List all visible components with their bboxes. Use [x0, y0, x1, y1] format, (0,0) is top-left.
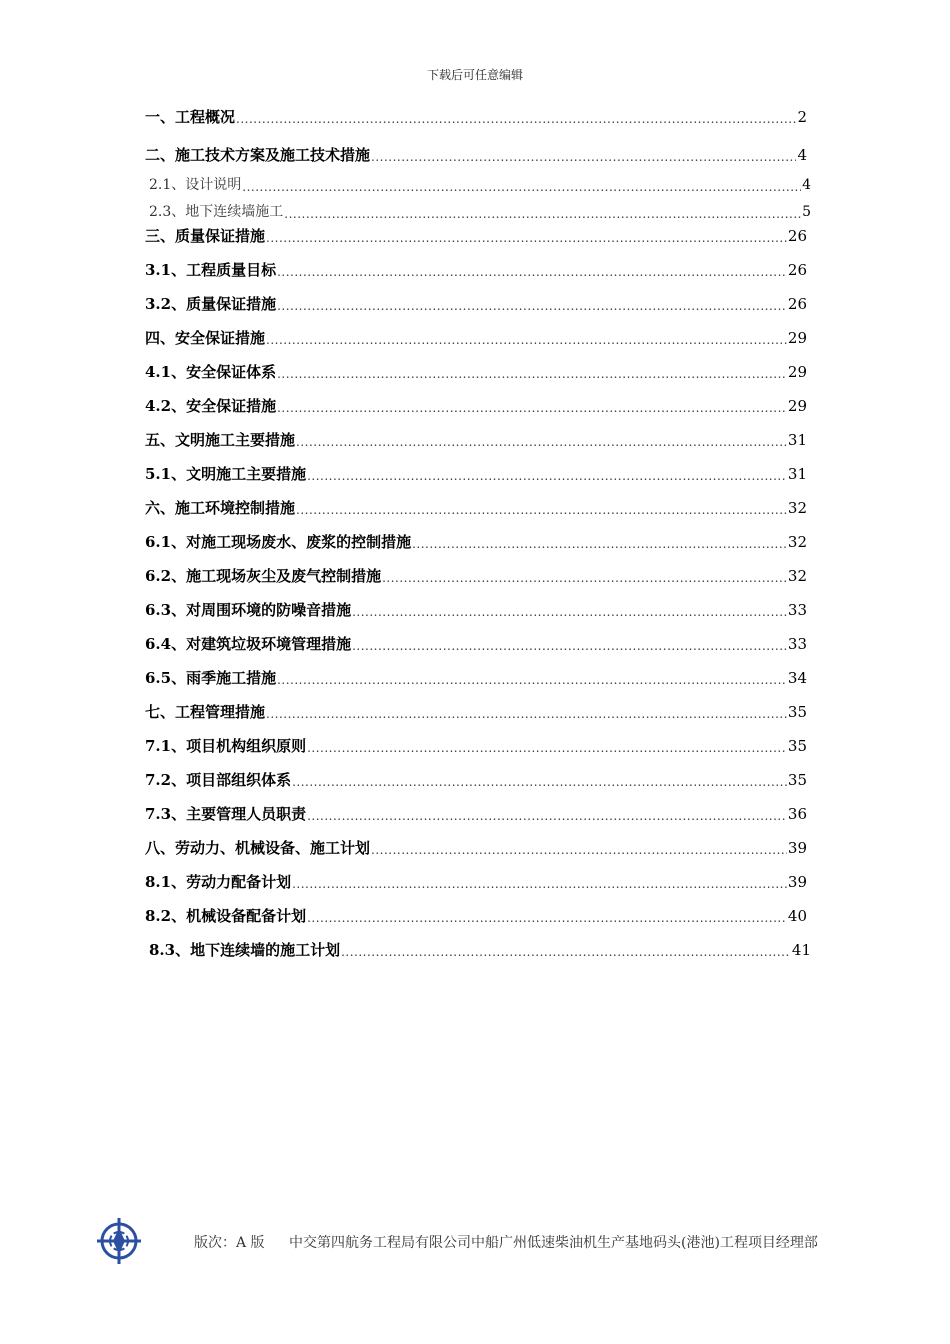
toc-entry-page-number: 41 [791, 941, 811, 959]
toc-entry[interactable] [145, 291, 807, 313]
toc-entry-label: 四、安全保证措施 [145, 329, 266, 347]
toc-leader-dots [277, 299, 787, 313]
toc-leader-dots [296, 435, 787, 449]
toc-leader-dots [382, 571, 787, 585]
toc-entry-page-number: 32 [787, 533, 807, 551]
toc-leader-dots [236, 112, 796, 126]
toc-entry[interactable] [145, 142, 807, 164]
toc-entry-label: 五、文明施工主要措施 [145, 431, 296, 449]
toc-entry[interactable] [145, 733, 807, 755]
toc-entry-page-number: 35 [787, 737, 807, 755]
toc-entry-page-number: 26 [787, 261, 807, 279]
toc-leader-dots [352, 605, 787, 619]
toc-entry-label: 二、施工技术方案及施工技术措施 [145, 146, 371, 164]
toc-entry[interactable] [145, 199, 811, 221]
toc-leader-dots [307, 741, 787, 755]
toc-entry-label: 6.3、对周围环境的防噪音措施 [145, 601, 352, 619]
toc-entry[interactable] [145, 461, 807, 483]
toc-entry-label: 3.1、工程质量目标 [145, 261, 277, 279]
toc-entry-label: 七、工程管理措施 [145, 703, 266, 721]
company-logo-icon [96, 1216, 142, 1266]
toc-entry[interactable] [145, 393, 807, 415]
toc-entry[interactable] [145, 495, 807, 517]
toc-entry-page-number: 35 [787, 703, 807, 721]
toc-entry-label: 6.4、对建筑垃圾环境管理措施 [145, 635, 352, 653]
toc-entry-label: 6.2、施工现场灰尘及废气控制措施 [145, 567, 382, 585]
toc-entry[interactable] [145, 665, 807, 687]
toc-entry-page-number: 35 [787, 771, 807, 789]
toc-entry[interactable] [145, 631, 807, 653]
toc-leader-dots [352, 639, 787, 653]
toc-entry-page-number: 29 [787, 363, 807, 381]
document-version: 版次：A 版 [194, 1235, 265, 1251]
toc-entry-page-number: 26 [787, 295, 807, 313]
toc-entry-page-number: 40 [787, 907, 807, 925]
organization-name: 中交第四航务工程局有限公司中船广州低速柴油机生产基地码头(港池)工程项目经理部 [289, 1235, 818, 1251]
toc-entry-label: 3.2、质量保证措施 [145, 295, 277, 313]
toc-entry[interactable] [145, 257, 807, 279]
toc-entry-page-number: 4 [797, 146, 807, 164]
toc-leader-dots [371, 843, 787, 857]
header-note: 下载后可任意编辑 [426, 68, 523, 82]
toc-entry-label: 7.3、主要管理人员职责 [145, 805, 307, 823]
toc-entry-label: 7.2、项目部组织体系 [145, 771, 292, 789]
toc-leader-dots [266, 707, 787, 721]
toc-entry-label: 6.5、雨季施工措施 [145, 669, 277, 687]
toc-entry-page-number: 32 [787, 567, 807, 585]
toc-entry[interactable] [145, 325, 807, 347]
toc-entry-page-number: 33 [787, 601, 807, 619]
toc-entry-page-number: 31 [787, 431, 807, 449]
toc-entry[interactable] [145, 223, 807, 245]
toc-entry-page-number: 29 [787, 329, 807, 347]
toc-entry-label: 2.3、地下连续墙施工 [149, 204, 284, 220]
toc-leader-dots [371, 150, 796, 164]
toc-entry[interactable] [145, 767, 807, 789]
toc-leader-dots [307, 911, 787, 925]
toc-entry-page-number: 31 [787, 465, 807, 483]
toc-entry-page-number: 4 [802, 177, 811, 193]
toc-entry-page-number: 39 [787, 873, 807, 891]
toc-leader-dots [296, 503, 787, 517]
toc-entry[interactable] [145, 597, 807, 619]
toc-entry-page-number: 26 [787, 227, 807, 245]
toc-leader-dots [277, 265, 787, 279]
toc-entry-label: 6.1、对施工现场废水、废浆的控制措施 [145, 533, 412, 551]
toc-entry-label: 八、劳动力、机械设备、施工计划 [145, 839, 371, 857]
toc-entry-page-number: 5 [802, 204, 811, 220]
toc-entry[interactable] [145, 801, 807, 823]
toc-leader-dots [284, 207, 801, 221]
toc-leader-dots [341, 945, 791, 959]
toc-leader-dots [292, 877, 787, 891]
toc-entry[interactable] [145, 359, 807, 381]
toc-entry-page-number: 29 [787, 397, 807, 415]
toc-leader-dots [292, 775, 787, 789]
toc-entry[interactable] [145, 835, 807, 857]
toc-leader-dots [266, 231, 787, 245]
toc-entry-label: 4.1、安全保证体系 [145, 363, 277, 381]
toc-leader-dots [266, 333, 787, 347]
toc-leader-dots [277, 673, 787, 687]
toc-entry[interactable] [145, 563, 807, 585]
toc-leader-dots [307, 809, 787, 823]
toc-entry-label: 2.1、设计说明 [149, 177, 242, 193]
toc-entry[interactable] [145, 104, 807, 126]
toc-entry-label: 三、质量保证措施 [145, 227, 266, 245]
toc-leader-dots [277, 401, 787, 415]
toc-entry-label: 一、工程概况 [145, 108, 236, 126]
toc-entry-label: 7.1、项目机构组织原则 [145, 737, 307, 755]
toc-entry[interactable] [145, 903, 807, 925]
toc-entry[interactable] [145, 172, 811, 194]
toc-leader-dots [307, 469, 787, 483]
toc-entry-label: 5.1、文明施工主要措施 [145, 465, 307, 483]
toc-entry[interactable] [145, 937, 811, 959]
page-footer [96, 1216, 856, 1266]
toc-entry-page-number: 36 [787, 805, 807, 823]
toc-entry-label: 8.3、地下连续墙的施工计划 [149, 941, 341, 959]
toc-entry-label: 8.2、机械设备配备计划 [145, 907, 307, 925]
toc-leader-dots [242, 180, 801, 194]
toc-entry[interactable] [145, 427, 807, 449]
toc-entry[interactable] [145, 529, 807, 551]
toc-entry[interactable] [145, 869, 807, 891]
footer-text [194, 1232, 818, 1252]
toc-entry-page-number: 33 [787, 635, 807, 653]
toc-entry-label: 六、施工环境控制措施 [145, 499, 296, 517]
toc-entry-page-number: 34 [787, 669, 807, 687]
toc-entry-page-number: 2 [797, 108, 807, 126]
toc-entry-label: 4.2、安全保证措施 [145, 397, 277, 415]
toc-entry-page-number: 32 [787, 499, 807, 517]
toc-entry-page-number: 39 [787, 839, 807, 857]
toc-leader-dots [277, 367, 787, 381]
toc-entry-label: 8.1、劳动力配备计划 [145, 873, 292, 891]
toc-entry[interactable] [145, 699, 807, 721]
toc-leader-dots [412, 537, 787, 551]
